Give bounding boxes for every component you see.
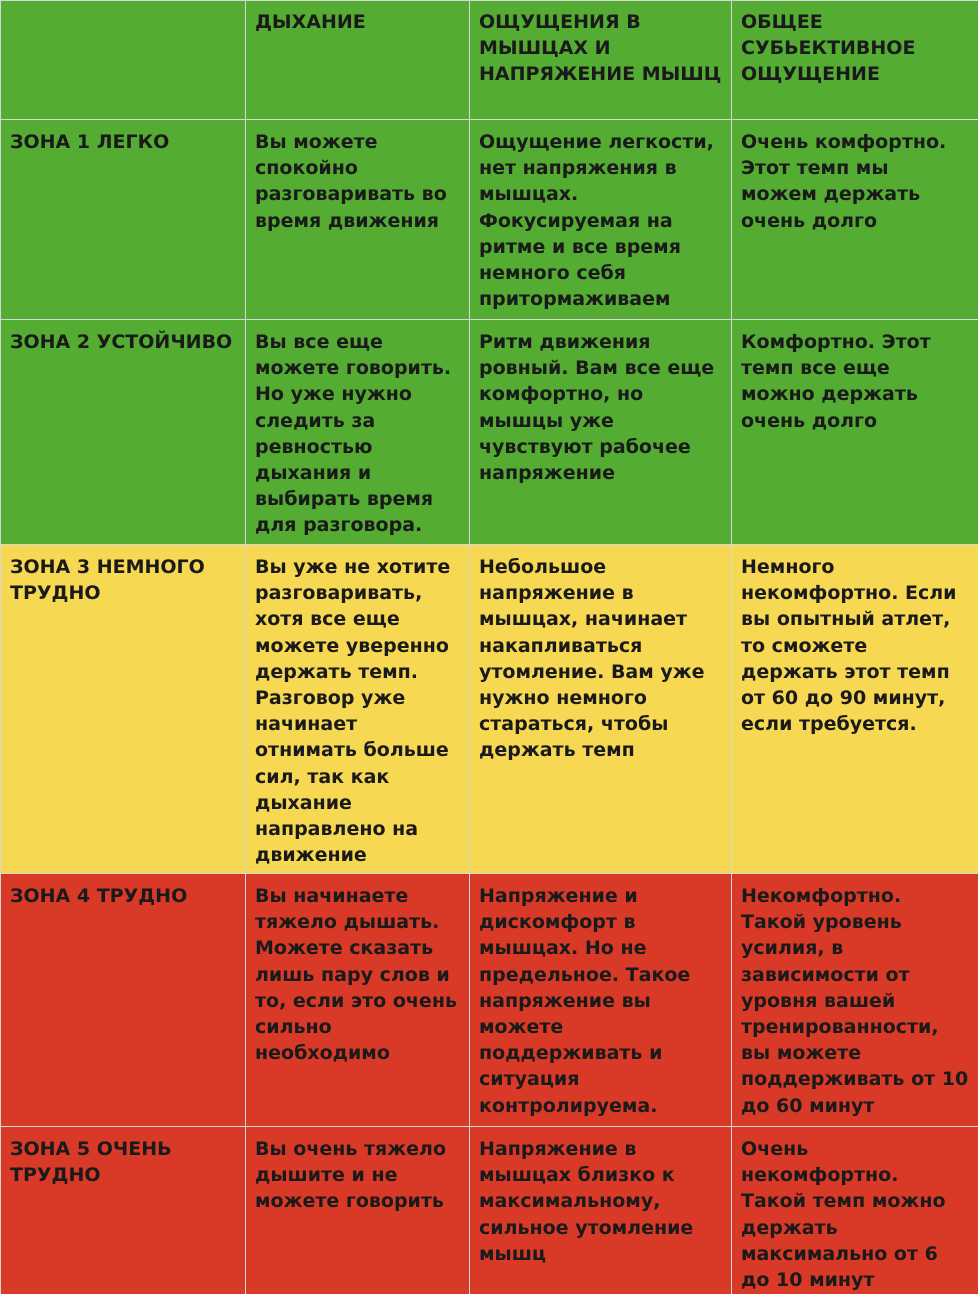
header-muscles-cell: ОЩУЩЕНИЯ В МЫШЦАХ И НАПРЯЖЕНИЕ МЫШЦ (470, 1, 732, 120)
breathing-cell: Вы начинаете тяжело дышать. Можете сказать лишь пару слов и то, если это очень сильно необходимо (246, 874, 470, 1127)
overall-cell: Очень некомфортно. Такой темп можно держать максимально от 6 до 10 минут (732, 1127, 978, 1294)
muscles-cell: Ощущение легкости, нет напряжения в мышцах. Фокусируемая на ритме и все время немного себя притормаживаем (470, 120, 732, 320)
header-zone-cell (1, 1, 246, 120)
zone-name-cell: ЗОНА 2 УСТОЙЧИВО (1, 320, 246, 545)
zone-name-cell: ЗОНА 1 ЛЕГКО (1, 120, 246, 320)
zone-name-cell: ЗОНА 3 НЕМНОГО ТРУДНО (1, 545, 246, 874)
overall-cell: Некомфортно. Такой уровень усилия, в зависимости от уровня вашей тренированности, вы можете поддерживать от 10 до 60 минут (732, 874, 978, 1127)
overall-cell: Немного некомфортно. Если вы опытный атлет, то сможете держать этот темп от 60 до 90 минут, если требуется. (732, 545, 978, 874)
breathing-cell: Вы очень тяжело дышите и не можете говорить (246, 1127, 470, 1294)
table-row-zone-2 (1, 320, 978, 545)
muscles-cell: Напряжение и дискомфорт в мышцах. Но не предельное. Такое напряжение вы можете поддерживать и ситуация контролируема. (470, 874, 732, 1127)
header-row (1, 1, 978, 120)
zone-name-cell: ЗОНА 5 ОЧЕНЬ ТРУДНО (1, 1127, 246, 1294)
breathing-cell: Вы уже не хотите разговаривать, хотя все еще можете уверенно держать темп. Разговор уже начинает отнимать больше сил, так как дыхание направлено на движение (246, 545, 470, 874)
table-row-zone-4 (1, 874, 978, 1127)
header-breathing-cell: ДЫХАНИЕ (246, 1, 470, 120)
zone-name-cell: ЗОНА 4 ТРУДНО (1, 874, 246, 1127)
overall-cell: Очень комфортно. Этот темп мы можем держать очень долго (732, 120, 978, 320)
muscles-cell: Ритм движения ровный. Вам все еще комфортно, но мышцы уже чувствуют рабочее напряжение (470, 320, 732, 545)
table-row-zone-5 (1, 1127, 978, 1294)
overall-cell: Комфортно. Этот темп все еще можно держать очень долго (732, 320, 978, 545)
header-overall-cell: ОБЩЕЕ СУБЬЕКТИВНОЕ ОЩУЩЕНИЕ (732, 1, 978, 120)
table-row-zone-1 (1, 120, 978, 320)
muscles-cell: Небольшое напряжение в мышцах, начинает накапливаться утомление. Вам уже нужно немного стараться, чтобы держать темп (470, 545, 732, 874)
breathing-cell: Вы можете спокойно разговаривать во время движения (246, 120, 470, 320)
muscles-cell: Напряжение в мышцах близко к максимальному, сильное утомление мышц (470, 1127, 732, 1294)
breathing-cell: Вы все еще можете говорить. Но уже нужно следить за ревностью дыхания и выбирать время для разговора. (246, 320, 470, 545)
table-row-zone-3 (1, 545, 978, 874)
